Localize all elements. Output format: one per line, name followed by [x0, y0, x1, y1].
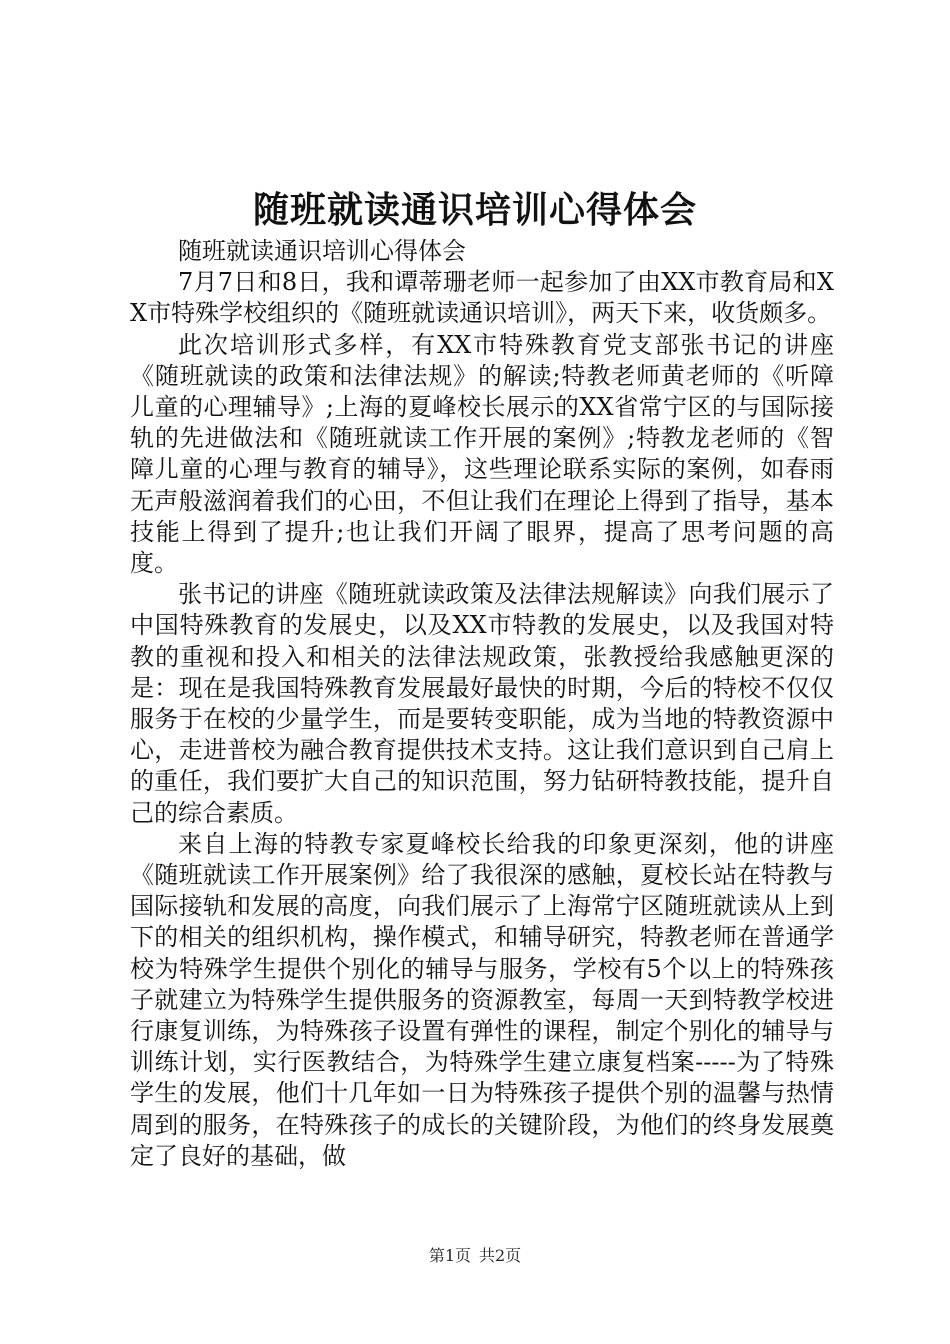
page-total: 共2页	[479, 1246, 522, 1265]
paragraph-subtitle: 随班就读通识培训心得体会	[178, 237, 466, 265]
page-number: 第1页	[428, 1246, 471, 1265]
paragraph-training-forms: 此次培训形式多样，有XX市特殊教育党支部张书记的讲座《随班就读的政策和法律法规》的解读;特教老师黄老师的《听障儿童的心理辅导》;上海的夏峰校长展示的XX省常宁区的与国际接轨的先进做法和《随班就读工作开展的案例》;特教龙老师的《智障儿童的心理与教育的辅导》，这些理论联系实际的案例，如春雨无声般滋润着我们的心田，不但让我们在理论上得到了指导，基本技能上得到了提升;也让我们开阔了眼界，提高了思考问题的高度。	[130, 330, 834, 578]
document-body	[130, 236, 834, 1172]
paragraph-intro: 7月7日和8日，我和谭蒂珊老师一起参加了由XX市教育局和XX市特殊学校组织的《随班就读通识培训》，两天下来，收货颇多。	[130, 268, 834, 328]
paragraph-secretary-lecture: 张书记的讲座《随班就读政策及法律法规解读》向我们展示了中国特殊教育的发展史，以及XX市特教的发展史，以及我国对特教的重视和投入和相关的法律法规政策，张教授给我感触更深的是：现在是我国特殊教育发展最好最快的时期，今后的特校不仅仅服务于在校的少量学生，而是要转变职能，成为当地的特教资源中心，走进普校为融合教育提供技术支持。这让我们意识到自己肩上的重任，我们要扩大自己的知识范围，努力钻研特教技能，提升自己的综合素质。	[130, 580, 834, 827]
paragraph-shanghai-expert: 来自上海的特教专家夏峰校长给我的印象更深刻，他的讲座《随班就读工作开展案例》给了我很深的感触，夏校长站在特教与国际接轨和发展的高度，向我们展示了上海常宁区随班就读从上到下的相关的组织机构，操作模式，和辅导研究，特教老师在普通学校为特殊学生提供个别化的辅导与服务，学校有5个以上的特殊孩子就建立为特殊学生提供服务的资源教室，每周一天到特教学校进行康复训练，为特殊孩子设置有弹性的课程，制定个别化的辅导与训练计划，实行医教结合，为特殊学生建立康复档案-----为了特殊学生的发展，他们十几年如一日为特殊孩子提供个别的温馨与热情周到的服务，在特殊孩子的成长的关键阶段，为他们的终身发展奠定了良好的基础，做	[130, 829, 834, 1170]
document-title: 随班就读通识培训心得体会	[252, 189, 697, 231]
page-footer	[0, 1246, 950, 1266]
